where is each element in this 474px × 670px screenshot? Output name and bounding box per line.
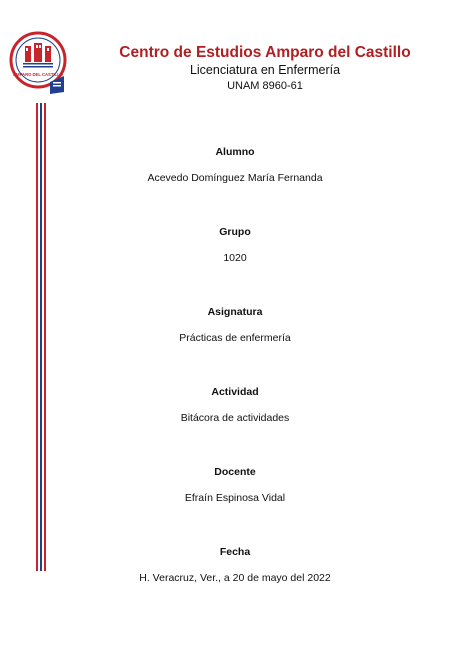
logo-text: AMPARO DEL CASTILLO bbox=[13, 72, 63, 77]
field-value: Acevedo Domínguez María Fernanda bbox=[147, 172, 323, 184]
field-label: Grupo bbox=[219, 226, 251, 238]
field-value: H. Veracruz, Ver., a 20 de mayo del 2022 bbox=[139, 572, 331, 584]
field-asignatura bbox=[90, 306, 380, 344]
field-value: Prácticas de enfermería bbox=[179, 332, 291, 344]
field-docente bbox=[90, 466, 380, 504]
institution-title: Centro de Estudios Amparo del Castillo bbox=[119, 44, 411, 61]
field-label: Actividad bbox=[211, 386, 259, 398]
field-actividad bbox=[90, 386, 380, 424]
school-seal-icon bbox=[8, 30, 70, 100]
field-grupo bbox=[90, 226, 380, 264]
field-label: Asignatura bbox=[207, 306, 263, 318]
field-value: 1020 bbox=[223, 252, 247, 264]
field-label: Docente bbox=[214, 466, 256, 478]
field-fecha bbox=[90, 546, 380, 584]
field-label: Fecha bbox=[219, 546, 251, 558]
institution-code: UNAM 8960-61 bbox=[227, 80, 303, 92]
field-value: Efraín Espinosa Vidal bbox=[184, 492, 286, 504]
field-alumno bbox=[90, 146, 380, 184]
decorative-stripe-red bbox=[36, 103, 38, 571]
document-header bbox=[100, 44, 430, 93]
program-name: Licenciatura en Enfermería bbox=[189, 63, 341, 77]
decorative-stripe-red bbox=[44, 103, 46, 571]
field-label: Alumno bbox=[215, 146, 255, 158]
field-value: Bitácora de actividades bbox=[180, 412, 290, 424]
decorative-stripe-blue bbox=[40, 103, 42, 571]
